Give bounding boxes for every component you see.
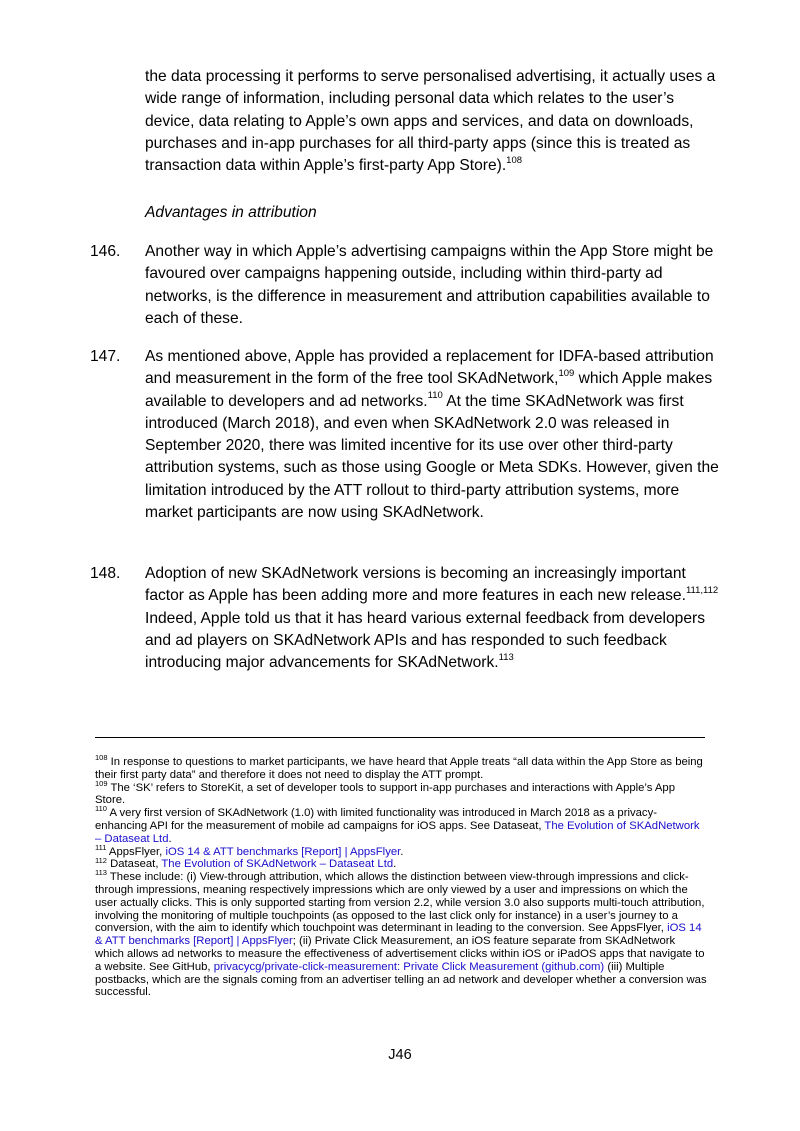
dataseat-link[interactable]: The Evolution of SKAdNetwork – Dataseat Ltd [161,858,394,871]
paragraph-text-part: Adoption of new SKAdNetwork versions is becoming an increasingly important factor as Apple has been adding more and more features in each new release. [145,565,686,605]
paragraph-148 [90,563,720,674]
paragraph-text [145,563,720,674]
footnote-113 [95,868,707,999]
footnote-ref-113[interactable]: 113 [498,652,514,663]
footnote-ref-108[interactable]: 108 [506,155,523,166]
paragraph-147 [90,346,720,524]
footnote-text: The ‘SK’ refers to StoreKit, a set of developer tools to support in-app purchases and interactions with Apple’s App Store. [95,781,675,807]
paragraph-text-part: As mentioned above, Apple has provided a replacement for IDFA-based attribution and measurement in the form of the free tool SKAdNetwork, [145,348,714,388]
footnote-text: . [168,832,172,845]
footnote-111 [95,842,707,859]
footnote-text: These include: (i) View-through attribution, which allows the distinction between view-through impressions and click-through impressions, meaning respectively impressions which are only viewed by a user and impressions on which the user actually clicks. This is only supported starting from version 2.2, while version 3.0 also supports multi-touch attribution, involving the monitoring of multiple touchpoints (as opposed to the last click only for instance) in a user’s journey to a conversion, with the aim to identify which touchpoint was determinant in leading to the conversion. See AppsFlyer, [95,871,705,935]
footnote-112 [95,855,707,871]
paragraph-text [145,346,720,524]
section-subheading: Advantages in attribution [145,204,317,221]
paragraph-number: 147. [90,348,121,365]
footnote-text: . [400,845,404,858]
footnote-text: Dataseat, [106,858,162,871]
footnote-text: . [393,858,397,871]
page-number: J46 [388,1047,412,1063]
paragraph-text: Another way in which Apple’s advertising campaigns within the App Store might be favoured over campaigns happening outside, including within third-party ad networks, is the difference in measurement and attribution capabilities available to each of these. [145,243,714,327]
paragraph-number: 148. [90,565,121,582]
footnote-number: 112 [95,855,107,865]
footnote-text: In response to questions to market participants, we have heard that Apple treats “all data within the App Store as being their first party data” and therefore it does not need to display the ATT prompt. [95,756,703,781]
footnote-text: AppsFlyer, [106,845,166,858]
footnote-number: 109 [95,778,108,788]
paragraph-text-part: which Apple makes available to developers and ad networks. [145,370,713,410]
footnote-divider [95,737,705,738]
footnote-number: 108 [95,753,108,763]
dataseat-link[interactable]: The Evolution of SKAdNetwork – Dataseat Ltd [95,819,700,845]
paragraph-text-part: At the time SKAdNetwork was first introduced (March 2018), and even when SKAdNetwork 2.0 was released in September 2020, there was limited incentive for its use over other third-party attribution systems, such as those using Google or Meta SDKs. However, given the limitation introduced by the ATT rollout to third-party attribution systems, more market participants are now using SKAdNetwork. [145,392,719,522]
footnote-ref-111-112[interactable]: 111,112 [685,585,719,597]
intro-paragraph [145,66,720,177]
footnote-108 [95,753,707,782]
paragraph-146 [90,241,720,330]
paragraph-number: 146. [90,243,121,260]
github-link[interactable]: privacycg/private-click-measurement: Private Click Measurement (github.com) [213,960,605,973]
footnote-text: A very first version of SKAdNetwork (1.0) with limited functionality was introduced in March 2018 as a privacy-enhancing API for the measurement of mobile ad campaigns for iOS apps. See Dataseat, [95,807,657,832]
appsflyer-link[interactable]: iOS 14 & ATT benchmarks [Report] | AppsFlyer [165,845,401,858]
footnote-ref-110[interactable]: 110 [427,390,443,402]
appsflyer-link[interactable]: iOS 14 & ATT benchmarks [Report] | AppsFlyer [95,922,702,948]
footnote-text: (iii) Multiple postbacks, which are the signals coming from an advertiser telling an ad network and developer whether a conversion was successful. [95,960,707,999]
intro-text: the data processing it performs to serve personalised advertising, it actually uses a wide range of information, including personal data which relates to the user’s device, data relating to Apple’s own apps and services, and data on downloads, purchases and in-app purchases for all third-party apps (since this is treated as transaction data within Apple’s first-party App Store). [145,68,716,175]
paragraph-text-part: Indeed, Apple told us that it has heard various external feedback from developers and ad players on SKAdNetwork APIs and has responded to such feedback introducing major advancements for SKAdNetwork. [145,609,705,672]
footnote-109 [95,778,707,808]
footnote-number: 113 [95,868,107,878]
footnote-ref-109[interactable]: 109 [558,368,575,380]
footnote-text: ; (ii) Private Click Measurement, an iOS feature separate from SKAdNetwork which allows ad networks to measure the effectiveness of advertisement clicks within iOS or iPadOS apps that navigate to a website. See GitHub, [95,935,705,973]
footnote-number: 110 [95,804,107,814]
footnotes [95,753,707,999]
footnote-number: 111 [95,842,107,852]
footnote-110 [95,804,707,845]
